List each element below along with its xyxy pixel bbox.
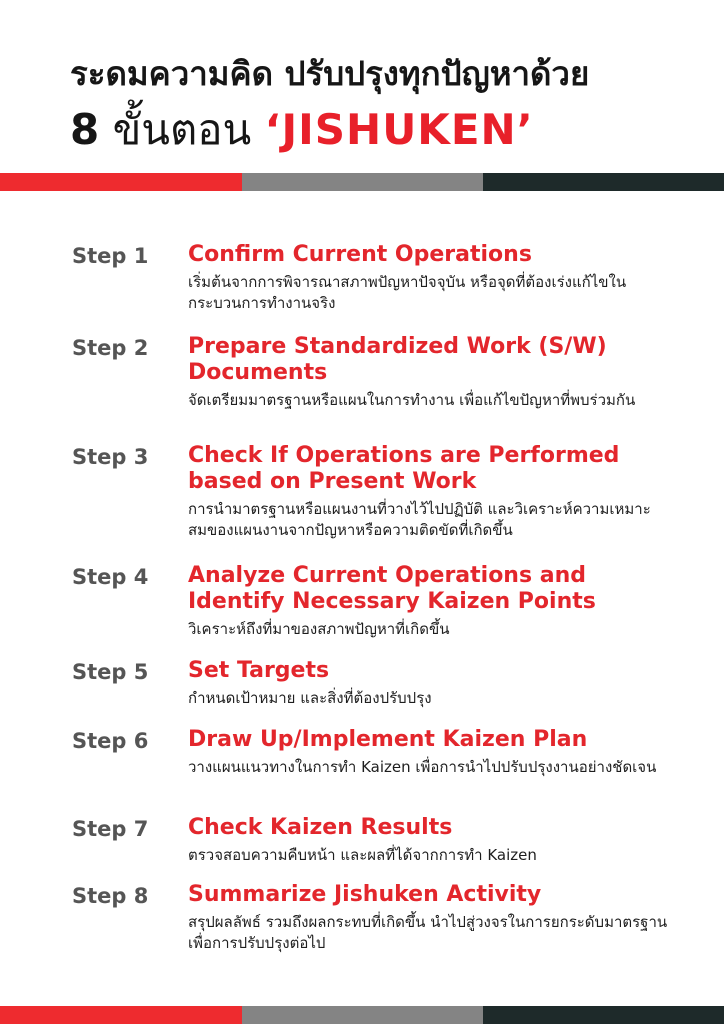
step-title: Check If Operations are Performed based on Present Work	[188, 443, 620, 494]
step-title: Draw Up/Implement Kaizen Plan	[188, 727, 588, 752]
step-description: เริ่มต้นจากการพิจารณาสภาพปัญหาปัจจุบัน หรือจุดที่ต้องเร่งแก้ไขในกระบวนการทำงานจริง	[188, 273, 627, 312]
step-title: Summarize Jishuken Activity	[188, 882, 542, 907]
title-accent-jishuken: ‘JISHUKEN’	[264, 105, 534, 154]
bar-segment-red	[0, 1006, 242, 1024]
step-label: Step 3	[72, 445, 149, 469]
step-title: Set Targets	[188, 658, 330, 683]
bar-segment-dark	[483, 173, 724, 191]
step-body	[188, 882, 668, 954]
step-body	[188, 815, 668, 866]
bar-segment-red	[0, 173, 242, 191]
page-title-line-2	[70, 100, 690, 160]
step-title: Confirm Current Operations	[188, 242, 532, 267]
step-body	[188, 242, 668, 314]
step-description: กำหนดเป้าหมาย และสิ่งที่ต้องปรับปรุง	[188, 689, 432, 707]
divider-bar-bottom	[0, 1006, 724, 1024]
page-title-line-1: ระดมความคิด ปรับปรุงทุกปัญหาด้วย	[70, 54, 590, 93]
step-description: วิเคราะห์ถึงที่มาของสภาพปัญหาที่เกิดขึ้น	[188, 620, 450, 638]
step-description: ตรวจสอบความคืบหน้า และผลที่ได้จากการทำ Kaizen	[188, 846, 537, 864]
step-label: Step 8	[72, 884, 149, 908]
title-word: ขั้นตอน	[112, 105, 252, 154]
bar-segment-dark	[483, 1006, 724, 1024]
step-label: Step 4	[72, 565, 149, 589]
step-label: Step 7	[72, 817, 149, 841]
step-description: การนำมาตรฐานหรือแผนงานที่วางไว้ไปปฏิบัติ และวิเคราะห์ความเหมาะสมของแผนงานจากปัญหาหรือความติดขัดที่เกิดขึ้น	[188, 500, 651, 539]
divider-bar-top	[0, 173, 724, 191]
step-label: Step 6	[72, 729, 149, 753]
step-description: วางแผนแนวทางในการทำ Kaizen เพื่อการนำไปปรับปรุงงานอย่างชัดเจน	[188, 758, 657, 776]
step-title: Analyze Current Operations and Identify Necessary Kaizen Points	[188, 563, 596, 614]
step-title: Prepare Standardized Work (S/W) Documents	[188, 334, 607, 385]
step-body	[188, 658, 668, 709]
bar-segment-gray	[242, 173, 483, 191]
step-title: Check Kaizen Results	[188, 815, 453, 840]
step-body	[188, 727, 668, 778]
step-body	[188, 334, 668, 411]
step-body	[188, 443, 668, 541]
step-label: Step 1	[72, 244, 149, 268]
title-step-count: 8	[70, 105, 100, 154]
step-label: Step 5	[72, 660, 149, 684]
step-description: จัดเตรียมมาตรฐานหรือแผนในการทำงาน เพื่อแก้ไขปัญหาที่พบร่วมกัน	[188, 391, 636, 409]
step-body	[188, 563, 668, 640]
step-description: สรุปผลลัพธ์ รวมถึงผลกระทบที่เกิดขึ้น นำไปสู่วงจรในการยกระดับมาตรฐานเพื่อการปรับปรุงต่อไป	[188, 913, 668, 952]
bar-segment-gray	[242, 1006, 483, 1024]
step-label: Step 2	[72, 336, 149, 360]
